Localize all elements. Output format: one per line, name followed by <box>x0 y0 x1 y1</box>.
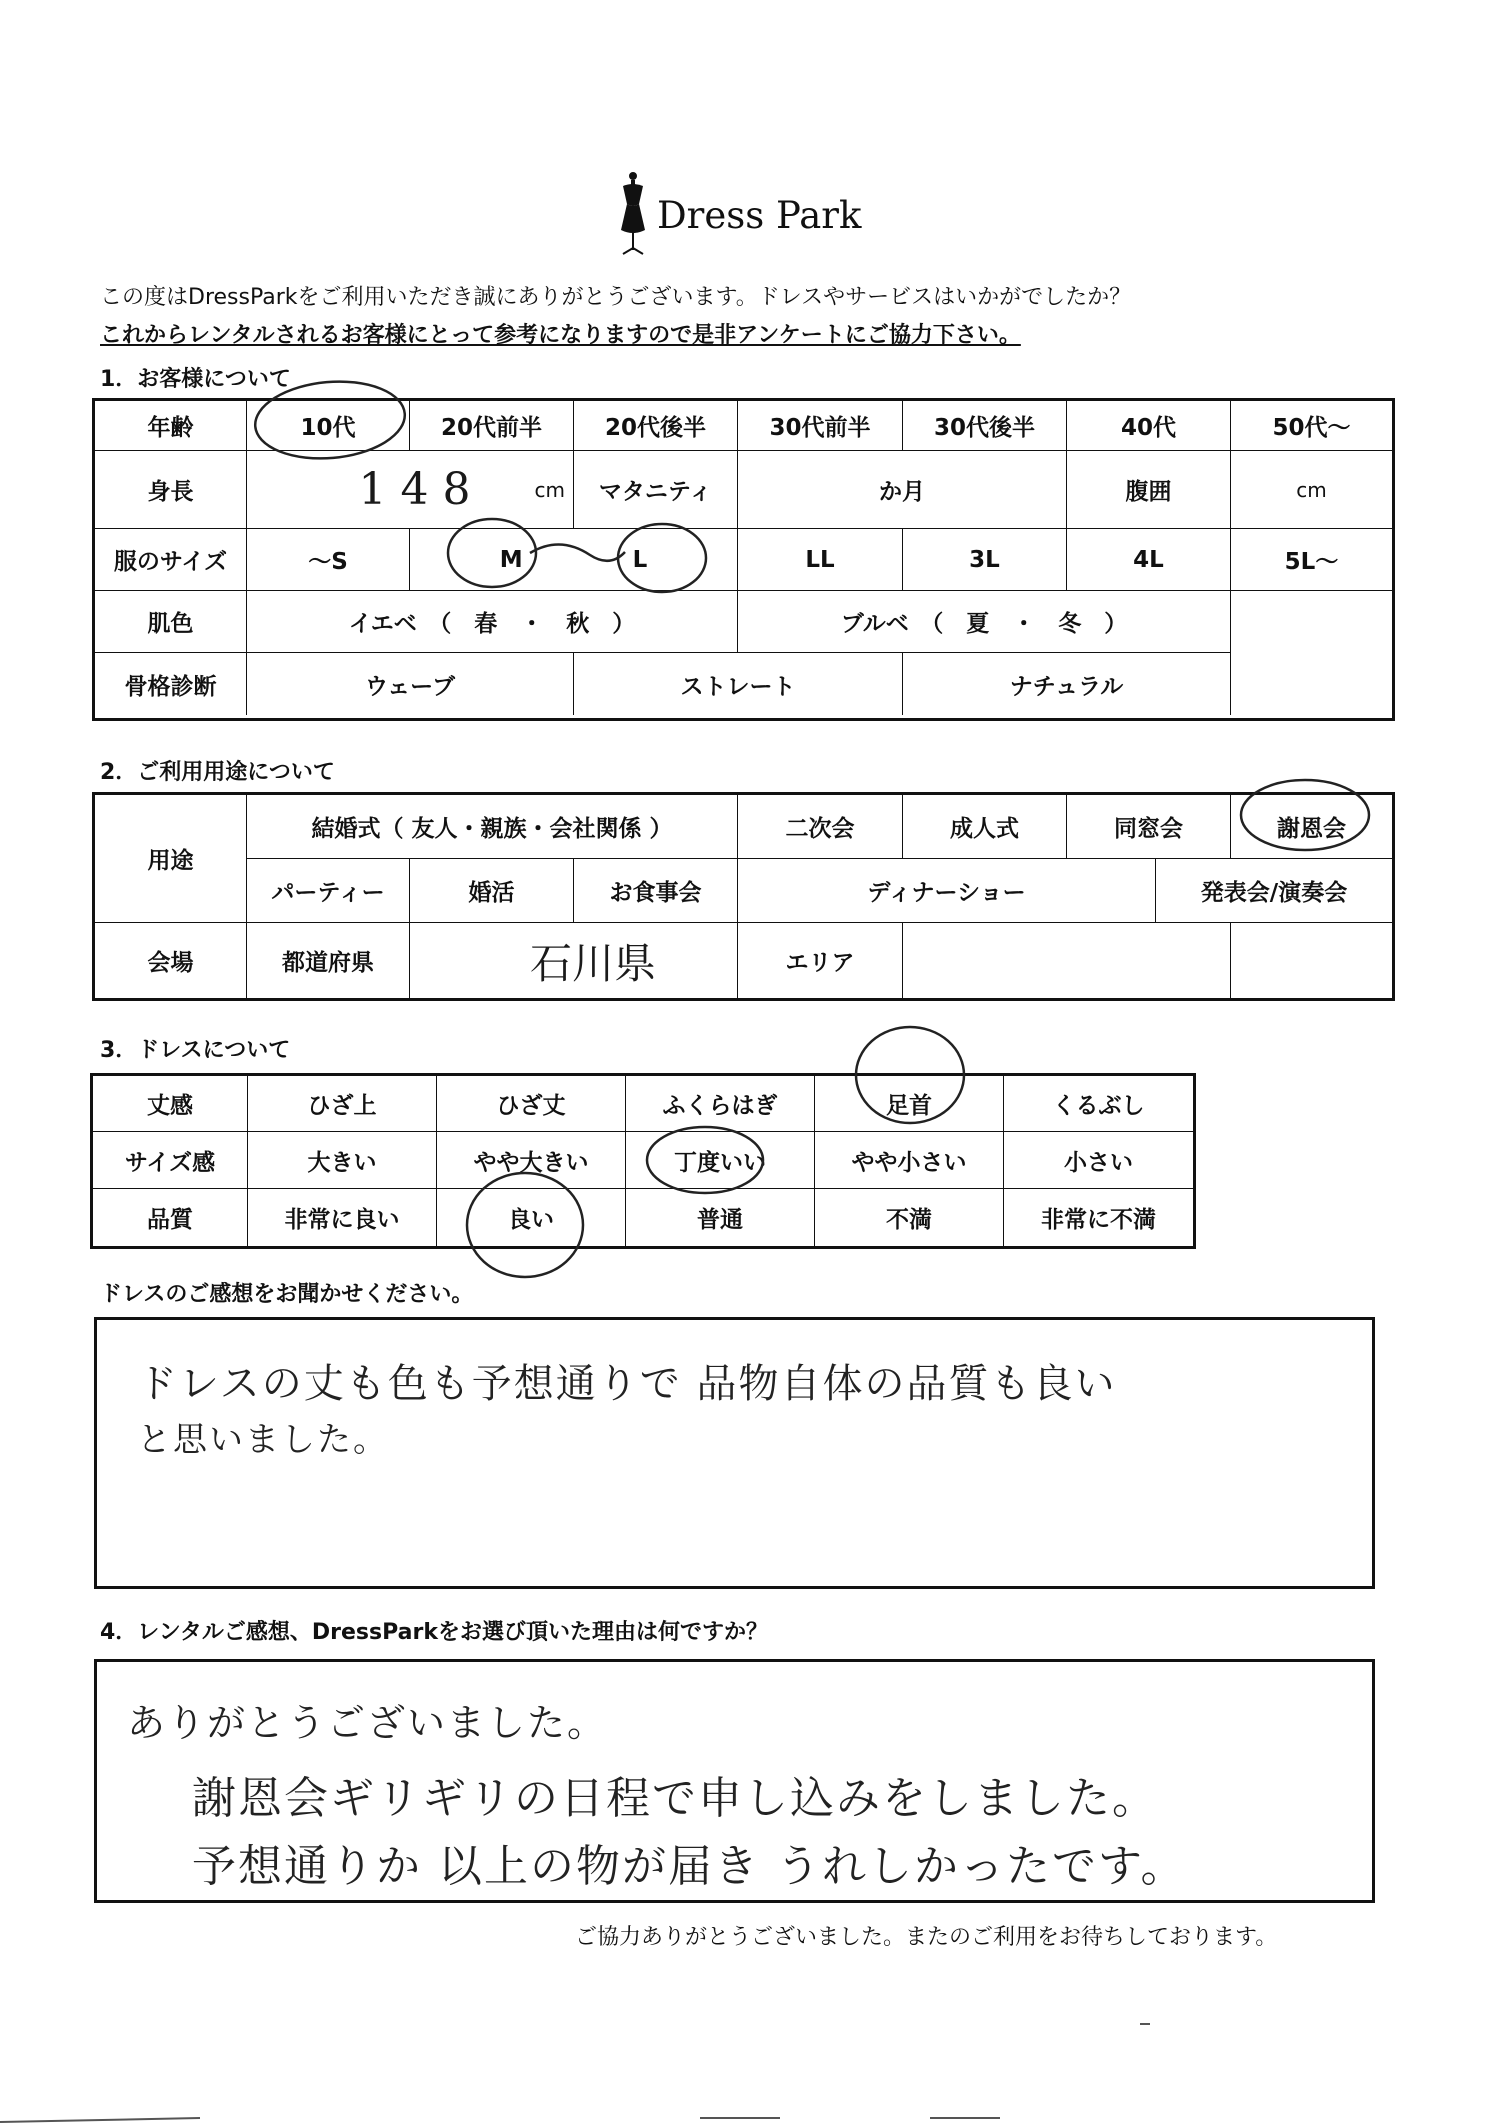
dress-comment-line-1: ドレスの丈も色も予想通りで 品物自体の品質も良い <box>137 1361 1117 1407</box>
rental-comment-line-3: 予想通りか 以上の物が届き うれしかったです。 <box>192 1841 1187 1892</box>
size-option-l: L <box>632 546 648 573</box>
quality-option[interactable]: 普通 <box>626 1189 815 1246</box>
size-label: 服のサイズ <box>95 529 247 591</box>
rental-comment-line-2: 謝恩会ギリギリの日程で申し込みをしました。 <box>192 1773 1158 1824</box>
size-option[interactable]: 〜S <box>247 529 410 591</box>
age-option[interactable]: 20代後半 <box>574 401 738 451</box>
quality-option[interactable]: 非常に不満 <box>1041 1207 1156 1233</box>
length-option[interactable]: 足首 <box>815 1076 1004 1132</box>
size-option[interactable]: 3L <box>903 529 1067 591</box>
frame-option[interactable]: ストレート <box>574 653 903 715</box>
section-1-heading: 1．お客様について <box>100 367 291 392</box>
age-option[interactable]: 10代 <box>247 401 410 451</box>
age-label: 年齢 <box>95 401 247 451</box>
usage-option[interactable]: 成人式 <box>903 795 1067 859</box>
usage-option[interactable]: 二次会 <box>738 795 903 859</box>
usage-option[interactable]: 同窓会 <box>1067 795 1231 859</box>
age-option[interactable]: 30代前半 <box>738 401 903 451</box>
height-value: 148 <box>358 464 485 515</box>
venue-label: 会場 <box>95 923 247 998</box>
intro-line-1: この度はDressParkをご利用いただき誠にありがとうございます。ドレスやサービスはいかがでしたか？ <box>100 285 1132 310</box>
height-unit: cm <box>534 477 565 502</box>
length-option[interactable]: ふくらはぎ <box>626 1076 815 1132</box>
usage-label: 用途 <box>95 795 247 923</box>
logo-text: Dress Park <box>657 194 862 237</box>
age-option[interactable]: 20代前半 <box>410 401 574 451</box>
section-2-heading: 2．ご利用用途について <box>100 760 335 785</box>
usage-option[interactable]: お食事会 <box>574 859 738 923</box>
maternity-unit: か月 <box>879 479 925 505</box>
section-3-heading: 3．ドレスについて <box>100 1038 291 1063</box>
length-option[interactable]: ひざ丈 <box>437 1076 626 1132</box>
intro-line-2: これからレンタルされるお客様にとって参考になりますので是非アンケートにご協力下さい。 <box>100 323 1021 348</box>
footer-thanks: ご協力ありがとうございました。またのご利用をお待ちしております。 <box>575 1925 1278 1950</box>
length-option[interactable]: くるぶし <box>1004 1076 1193 1132</box>
size-option[interactable]: LL <box>738 529 903 591</box>
size-option[interactable]: 4L <box>1067 529 1231 591</box>
frame-label: 骨格診断 <box>95 653 247 715</box>
age-option[interactable]: 30代後半 <box>903 401 1067 451</box>
waist-label: 腹囲 <box>1067 451 1231 529</box>
skin-label: 肌色 <box>95 591 247 653</box>
age-option[interactable]: 40代 <box>1067 401 1231 451</box>
maternity-label: マタニティ <box>574 451 738 529</box>
skin-option-blue[interactable]: ブルベ （ 夏 ・ 冬 ） <box>738 591 1231 653</box>
usage-option[interactable]: ディナーショー <box>738 859 1156 923</box>
fit-option[interactable]: 丁度いい <box>626 1132 815 1189</box>
quality-option[interactable]: 非常に良い <box>248 1189 437 1246</box>
skin-option-yellow[interactable]: イエベ （ 春 ・ 秋 ） <box>247 591 738 653</box>
pref-value: 石川県 <box>530 938 657 988</box>
height-label: 身長 <box>95 451 247 529</box>
fit-option[interactable]: 小さい <box>1004 1132 1193 1189</box>
fit-label: サイズ感 <box>93 1132 248 1189</box>
usage-option[interactable]: 謝恩会 <box>1231 795 1392 859</box>
usage-option[interactable]: 結婚式（ 友人・親族・会社関係 ） <box>247 795 738 859</box>
quality-label: 品質 <box>93 1189 248 1246</box>
fit-option[interactable]: やや大きい <box>437 1132 626 1189</box>
frame-option[interactable]: ナチュラル <box>903 653 1231 715</box>
size-option-m: M <box>499 546 523 573</box>
age-option[interactable]: 50代〜 <box>1231 401 1392 451</box>
frame-option[interactable]: ウェーブ <box>247 653 574 715</box>
rental-comment-line-1: ありがとうございました。 <box>127 1701 608 1745</box>
fit-option[interactable]: 大きい <box>248 1132 437 1189</box>
section-4-heading: 4．レンタルご感想、DressParkをお選び頂いた理由は何ですか？ <box>100 1620 768 1645</box>
usage-option[interactable]: 婚活 <box>410 859 574 923</box>
pref-label: 都道府県 <box>247 923 410 998</box>
length-option[interactable]: ひざ上 <box>248 1076 437 1132</box>
usage-option[interactable]: 発表会/演奏会 <box>1156 859 1392 923</box>
usage-option[interactable]: パーティー <box>247 859 410 923</box>
fit-option[interactable]: やや小さい <box>815 1132 1004 1189</box>
dress-comment-heading: ドレスのご感想をお聞かせください。 <box>100 1282 474 1307</box>
length-label: 丈感 <box>93 1076 248 1132</box>
quality-option[interactable]: 良い <box>437 1189 626 1246</box>
waist-unit: cm <box>1296 477 1327 502</box>
dress-comment-line-2: と思いました。 <box>137 1420 389 1460</box>
area-label: エリア <box>738 923 903 998</box>
size-option[interactable]: 5L〜 <box>1231 529 1392 591</box>
quality-option[interactable]: 不満 <box>815 1189 1004 1246</box>
